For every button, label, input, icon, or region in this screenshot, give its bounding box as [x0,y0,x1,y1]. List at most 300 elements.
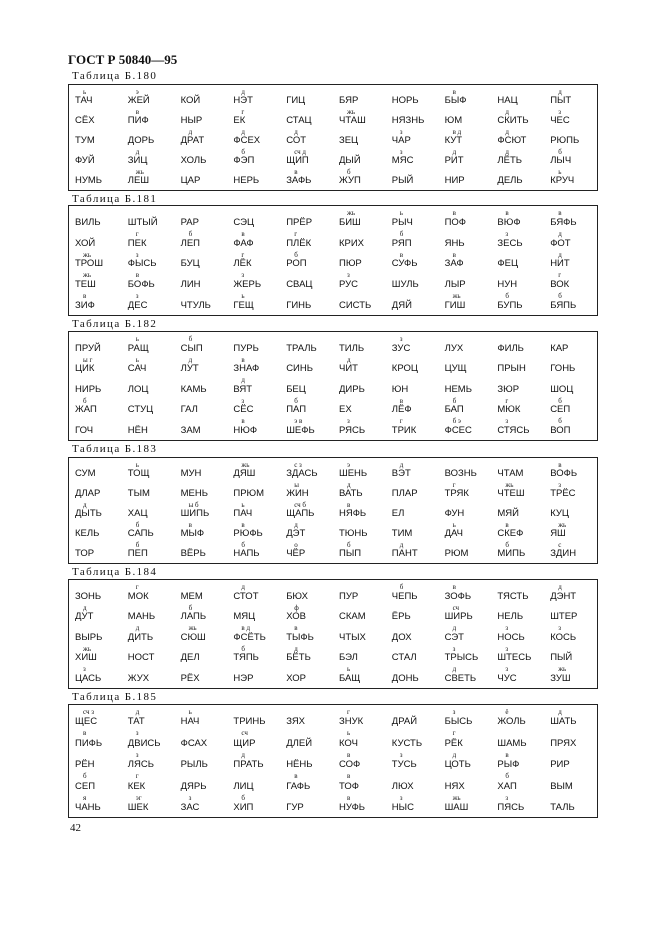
transcription-mark: г [294,229,298,238]
table-cell [69,604,122,625]
document-header: ГОСТ Р 50840—95 [68,52,178,67]
syllable-word: ЖУП [338,175,361,186]
table-cell [544,292,597,313]
transcription-mark: б э [452,417,461,426]
syllable-word: БЯР [338,95,359,106]
transcription-mark: в [399,396,404,405]
syllable-word: ЛЁФ [391,404,412,416]
transcription-mark: в [452,250,456,259]
transcription-mark: д [505,128,509,136]
transcription-mark: в [399,250,404,259]
syllable-word: ПЮР [338,258,362,270]
transcription-mark: жь [558,665,567,674]
syllable-word: СЫП [180,342,203,354]
syllable-word: РЁН [75,759,95,771]
table-cell [175,624,228,645]
table-cell [386,209,439,230]
table-cell [175,356,228,377]
syllable-word: ДВИСЬ [127,737,161,749]
table-cell [491,583,544,604]
table-cell [280,645,333,666]
syllable-word: ЗНУК [338,716,364,728]
transcription-mark: з [505,644,509,653]
syllable-word: ТИЛЬ [338,342,365,354]
table-cell [333,481,386,501]
syllable-word: НЁНЬ [286,759,313,771]
transcription-mark: б [346,541,351,549]
table-cell [386,251,439,272]
transcription-mark: ы г [83,355,93,364]
syllable-word: НУМЬ [75,175,103,186]
transcription-mark: в [294,624,298,633]
table-cell [544,128,597,148]
syllable-word: БЫФ [444,95,467,106]
transcription-mark: б [188,229,193,238]
syllable-word: МЕНЬ [180,488,208,499]
table-cell [227,751,280,772]
transcription-mark: сч б [294,501,306,509]
transcription-mark: в [452,583,456,591]
syllable-word: ХИП [233,801,254,813]
table-cell [491,604,544,625]
syllable-word: НЯФЬ [338,508,367,519]
syllable-word: ШАШ [444,801,469,813]
syllable-word: РИТ [444,155,464,166]
table-cell [544,108,597,128]
table-cell [491,708,544,729]
transcription-mark: г [241,108,245,116]
transcription-mark: жь [135,168,144,176]
table-cell [439,604,492,625]
syllable-word: ФЫСЬ [127,258,157,270]
table-cell [175,397,228,418]
transcription-mark: б [241,644,245,653]
table-cell [122,230,175,251]
transcription-mark: з [241,271,245,280]
table-cell [439,230,492,251]
transcription-mark: б [346,168,351,176]
syllable-word: РЯП [391,237,412,249]
syllable-word: НОСТ [127,652,155,664]
syllable-word: ЮМ [444,115,463,126]
table-cell [122,708,175,729]
table-cell [69,521,122,541]
syllable-word: ЧТАМ [497,468,524,479]
transcription-mark: в [505,209,509,217]
transcription-mark: б [505,292,509,301]
table-cell [333,708,386,729]
transcription-mark: ь [83,88,87,96]
syllable-word: БИШ [338,216,361,228]
table-cell [175,417,228,438]
syllable-word: ВЯТ [233,383,253,395]
table-cell [544,481,597,501]
syllable-word: ШТЕР [550,611,578,623]
syllable-word: БЯПЬ [550,299,577,311]
transcription-mark: в [505,521,509,529]
syllable-word: ЛЕШ [127,175,150,186]
transcription-mark: д [558,583,562,591]
table-cell [386,645,439,666]
table-cell [122,772,175,793]
syllable-word: МУН [180,468,202,479]
syllable-word: ДОНЬ [391,673,419,684]
table-cell [491,88,544,108]
table-cell [69,583,122,604]
table-cell [227,461,280,481]
transcription-mark: сч [241,729,248,738]
transcription-mark: г [346,708,350,716]
transcription-mark: д [452,624,457,633]
syllable-word: ШАТЬ [550,716,577,728]
transcription-mark: з [505,665,509,674]
table-cell [280,729,333,750]
transcription-mark: с [558,541,562,549]
transcription-mark: о [294,541,298,549]
table-cell [122,292,175,313]
syllable-word: ХАП [497,780,517,792]
syllable-word: ПЛЁК [286,237,312,249]
word-table [68,704,598,818]
table-cell [227,645,280,666]
transcription-mark: б [188,603,193,612]
transcription-mark: з [558,624,561,633]
table-cell [333,292,386,313]
table-cell [491,230,544,251]
table-cell [69,168,122,188]
table-cell [69,645,122,666]
table-cell [227,708,280,729]
table-cell [544,251,597,272]
table-cell [122,251,175,272]
syllable-word: ДИРЬ [338,383,365,395]
syllable-word: ЗУШ [550,673,571,684]
table-cell [544,271,597,292]
transcription-mark: б [399,583,404,591]
transcription-mark: в [452,209,456,217]
transcription-mark: ы б [188,501,199,509]
table-cell [333,397,386,418]
table-cell [386,541,439,561]
transcription-mark: д [505,148,509,156]
table-cell [386,751,439,772]
syllable-word: ПРЮМ [233,488,265,499]
syllable-word: ДЕЛЬ [497,175,523,186]
syllable-word: ЗНАФ [233,363,260,375]
syllable-word: ЩАПЬ [286,508,315,519]
transcription-mark: в [83,729,87,738]
syllable-word: САПЬ [127,528,154,539]
syllable-word: ХОР [286,673,306,684]
table-cell [69,108,122,128]
table-cell [227,397,280,418]
table-caption: Таблица Б.183 [72,443,158,455]
table-cell [386,794,439,815]
transcription-mark: б [399,229,404,238]
transcription-mark: в [241,521,245,529]
table-cell [439,148,492,168]
syllable-word: РЁК [444,737,463,749]
syllable-word: ДЕЛ [180,652,200,664]
transcription-mark: ф [294,603,299,612]
syllable-word: ВОК [550,279,570,291]
syllable-word: БОФЬ [127,279,155,291]
table-cell [333,521,386,541]
table-cell [280,292,333,313]
syllable-word: ВАТЬ [338,488,363,499]
transcription-mark: б [558,148,562,156]
syllable-word: ФСЮТ [497,135,527,146]
transcription-mark: ь [241,292,245,301]
transcription-mark: з [346,417,350,426]
table-cell [280,128,333,148]
syllable-word: ЛУТ [180,363,199,375]
table-cell [439,128,492,148]
table-cell [439,356,492,377]
table-cell [227,376,280,397]
table-cell [491,292,544,313]
table-cell [175,168,228,188]
syllable-word: ЖЕРЬ [233,279,262,291]
syllable-word: ПЛАР [391,488,418,499]
syllable-word: НИР [444,175,465,186]
table-cell [69,292,122,313]
table-cell [175,481,228,501]
table-cell [122,604,175,625]
syllable-word: ЖУХ [127,673,150,684]
transcription-mark: г [452,729,456,738]
table-cell [227,624,280,645]
table-cell [175,665,228,686]
table-cell [386,772,439,793]
syllable-word: НЭТ [233,95,253,106]
table-cell [175,604,228,625]
transcription-mark: г [135,229,139,238]
syllable-word: ЖАП [75,404,97,416]
transcription-mark: д [346,481,351,489]
table-cell [175,501,228,521]
syllable-word: ГЕЩ [233,299,254,311]
syllable-word: ФУЙ [75,155,95,166]
table-cell [386,417,439,438]
syllable-word: БЮХ [286,590,308,602]
syllable-word: ЛЫЧ [550,155,572,166]
transcription-mark: д [241,750,245,759]
syllable-word: ДЫТЬ [75,508,102,519]
table-cell [491,251,544,272]
syllable-word: ЗАС [180,801,200,813]
transcription-mark: в [558,209,562,217]
syllable-word: ПАП [286,404,307,416]
syllable-word: БАП [444,404,464,416]
transcription-mark: з [399,128,403,136]
syllable-word: ТРИК [391,425,417,436]
table-cell [544,501,597,521]
syllable-word: ЧУС [497,673,517,684]
transcription-mark: д [452,665,457,674]
syllable-word: ЛЁТЬ [497,155,523,166]
table-cell [544,88,597,108]
table-cell [439,729,492,750]
transcription-mark: жь [188,624,197,633]
transcription-mark: в [346,793,351,802]
table-cell [491,521,544,541]
syllable-word: ФСЕС [444,425,472,436]
syllable-word: ЗЕЦ [338,135,359,146]
syllable-word: ЛИН [180,279,201,291]
syllable-word: ШЕФЬ [286,425,315,436]
transcription-mark: д [346,355,351,364]
syllable-word: СТУЦ [127,404,154,416]
syllable-word: БЕЦ [286,383,306,395]
syllable-word: ДАЧ [444,528,463,539]
table-cell [491,148,544,168]
syllable-word: ТРЁС [550,488,576,499]
syllable-word: ПУР [338,590,359,602]
table-cell [333,624,386,645]
syllable-word: ЮН [391,383,409,395]
table-cell [439,461,492,481]
table-caption: Таблица Б.180 [72,70,158,82]
table-cell [280,604,333,625]
syllable-word: СЕП [75,780,96,792]
table-cell [544,209,597,230]
transcription-mark: з [83,665,86,674]
syllable-word: ПИФЬ [75,737,103,749]
syllable-word: НИТ [550,258,570,270]
syllable-word: ЖЕЙ [127,95,150,106]
transcription-mark: з [188,793,192,802]
table-cell [439,251,492,272]
table-cell [439,108,492,128]
table-cell [333,541,386,561]
syllable-word: ЧТЫХ [338,631,366,643]
syllable-word: КУЦ [550,508,569,519]
transcription-mark: жь [558,521,567,529]
table-cell [280,271,333,292]
transcription-mark: з [452,644,456,653]
table-cell [69,88,122,108]
table-cell [227,521,280,541]
syllable-word: РЫЧ [391,216,413,228]
transcription-mark: з [346,271,350,280]
table-cell [122,356,175,377]
syllable-word: ГОЧ [75,425,94,436]
table-cell [175,751,228,772]
table-cell [175,794,228,815]
table-cell [175,335,228,356]
transcription-mark: д [135,148,140,156]
syllable-word: ГИШ [444,299,466,311]
transcription-mark: жь [346,108,356,116]
syllable-word: ФИЛЬ [497,342,524,354]
table-cell [544,148,597,168]
table-cell [439,271,492,292]
table-cell [69,729,122,750]
table-cell [122,148,175,168]
table-cell [491,501,544,521]
table-cell [175,708,228,729]
transcription-mark: ь [135,355,139,364]
table-cell [227,292,280,313]
table-cell [333,794,386,815]
transcription-mark: жь [83,644,92,653]
table-cell [122,461,175,481]
syllable-word: ЗОНЬ [75,590,102,602]
table-cell [439,168,492,188]
syllable-word: ТОФ [338,780,359,792]
transcription-mark: д [188,128,193,136]
word-table [68,457,598,564]
syllable-word: КРИХ [338,237,365,249]
table-cell [439,417,492,438]
table-cell [439,541,492,561]
syllable-word: ПУРЬ [233,342,259,354]
transcription-mark: д [399,541,404,549]
transcription-mark: в д [241,624,251,633]
table-cell [386,168,439,188]
transcription-mark: б [83,396,87,405]
table-cell [333,501,386,521]
table-cell [69,376,122,397]
transcription-mark: б [294,250,298,259]
transcription-mark: э [135,88,139,96]
table-cell [122,665,175,686]
transcription-mark: д [558,250,562,259]
table-cell [280,541,333,561]
table-cell [227,501,280,521]
word-table [68,84,598,191]
syllable-word: СЮШ [180,631,206,643]
transcription-mark: з [558,481,561,489]
syllable-word: КЕЛЬ [75,528,100,539]
table-cell [333,583,386,604]
table-cell [69,794,122,815]
transcription-mark: ь [241,501,245,509]
syllable-word: ЕХ [338,404,352,416]
syllable-word: ФЕЦ [497,258,518,270]
transcription-mark: в [241,229,245,238]
syllable-word: СЁХ [75,115,95,126]
syllable-word: ХАЦ [127,508,148,519]
transcription-mark: в [135,108,140,116]
table-cell [439,708,492,729]
transcription-mark: д [505,108,509,116]
syllable-word: МЯЦ [233,611,256,623]
table-cell [175,108,228,128]
syllable-word: ЛЯСЬ [127,759,154,771]
transcription-mark: в [241,417,245,426]
syllable-word: ДЭНТ [550,590,577,602]
table-cell [122,335,175,356]
syllable-word: ШАМЬ [497,737,527,749]
table-cell [386,729,439,750]
transcription-mark: жь [83,271,92,280]
syllable-word: ДУТ [75,611,94,623]
table-cell [333,376,386,397]
table-cell [69,665,122,686]
transcription-mark: в [294,772,298,781]
syllable-word: ЛИЦ [233,780,254,792]
table-cell [69,624,122,645]
syllable-word: ЧТАШ [338,115,366,126]
syllable-word: РЫЙ [391,175,414,186]
syllable-word: ЗАФЬ [286,175,312,186]
table-cell [69,148,122,168]
table-cell [280,417,333,438]
syllable-word: ТЯСТЬ [497,590,529,602]
syllable-word: БАЩ [338,673,361,684]
